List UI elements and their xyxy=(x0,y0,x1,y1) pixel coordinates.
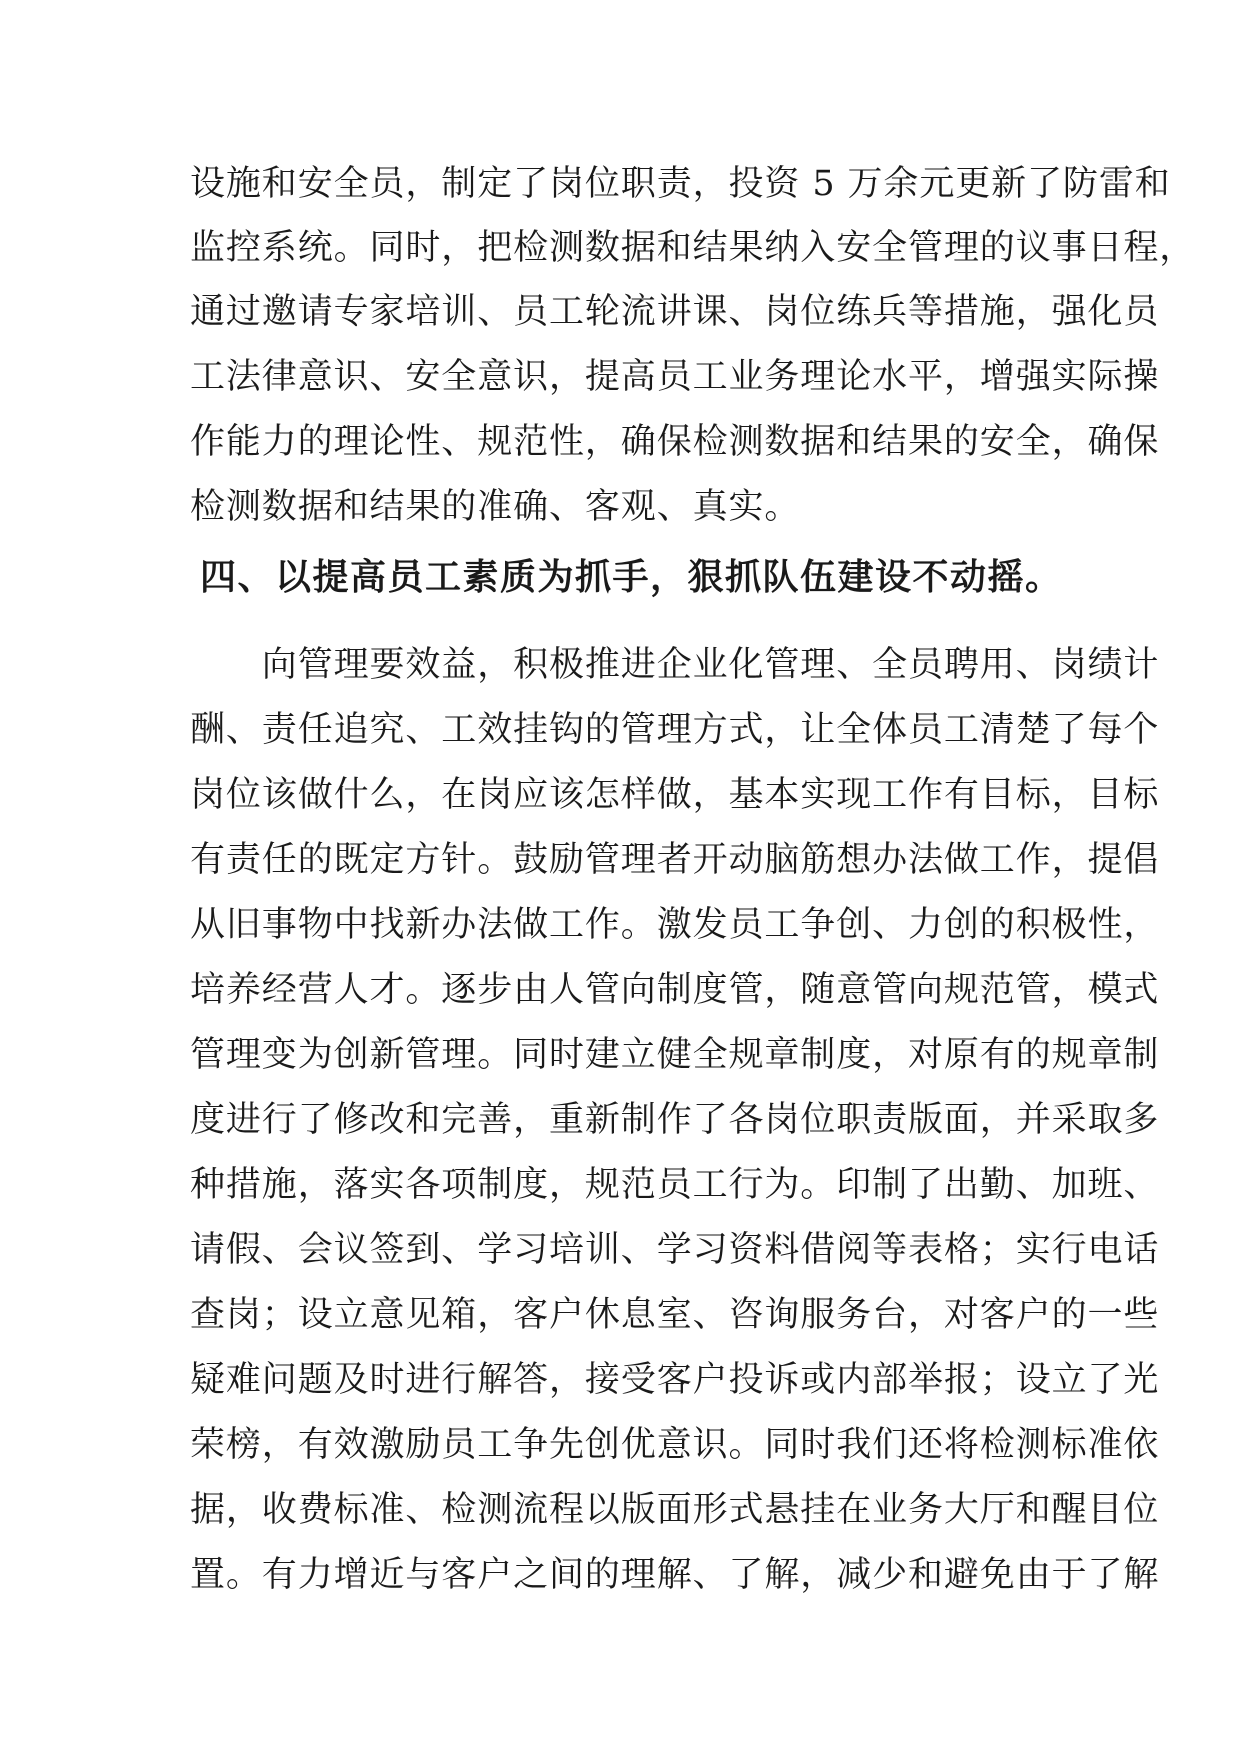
section-heading: 四、以提高员工素质为抓手，狠抓队伍建设不动摇。 xyxy=(200,557,1063,598)
paragraph-line: 管理变为创新管理。同时建立健全规章制度，对原有的规章制 xyxy=(190,1035,1160,1075)
paragraph-line: 度进行了修改和完善，重新制作了各岗位职责版面，并采取多 xyxy=(190,1100,1160,1140)
paragraph-line: 培养经营人才。逐步由人管向制度管，随意管向规范管，模式 xyxy=(190,970,1160,1010)
paragraph-line: 设施和安全员，制定了岗位职责，投资 5 万余元更新了防雷和 xyxy=(190,164,1171,204)
paragraph-line: 作能力的理论性、规范性，确保检测数据和结果的安全，确保 xyxy=(190,422,1160,462)
paragraph-line: 种措施，落实各项制度，规范员工行为。印制了出勤、加班、 xyxy=(190,1165,1160,1205)
paragraph-line: 请假、会议签到、学习培训、学习资料借阅等表格；实行电话 xyxy=(190,1230,1160,1270)
paragraph-line: 疑难问题及时进行解答，接受客户投诉或内部举报；设立了光 xyxy=(190,1360,1160,1400)
paragraph-line: 据，收费标准、检测流程以版面形式悬挂在业务大厅和醒目位 xyxy=(190,1490,1160,1530)
paragraph-line: 向管理要效益，积极推进企业化管理、全员聘用、岗绩计 xyxy=(190,645,1160,685)
paragraph-line: 岗位该做什么，在岗应该怎样做，基本实现工作有目标，目标 xyxy=(190,775,1160,815)
paragraph-line: 工法律意识、安全意识，提高员工业务理论水平，增强实际操 xyxy=(190,357,1160,397)
paragraph-line: 有责任的既定方针。鼓励管理者开动脑筋想办法做工作，提倡 xyxy=(190,840,1160,880)
paragraph-line: 通过邀请专家培训、员工轮流讲课、岗位练兵等措施，强化员 xyxy=(190,292,1160,332)
paragraph-line: 酬、责任追究、工效挂钩的管理方式，让全体员工清楚了每个 xyxy=(190,710,1160,750)
paragraph-line: 荣榜，有效激励员工争先创优意识。同时我们还将检测标准依 xyxy=(190,1425,1160,1465)
paragraph-line: 查岗；设立意见箱，客户休息室、咨询服务台，对客户的一些 xyxy=(190,1295,1160,1335)
paragraph-line: 从旧事物中找新办法做工作。激发员工争创、力创的积极性， xyxy=(190,905,1160,945)
paragraph-line: 检测数据和结果的准确、客观、真实。 xyxy=(190,487,801,527)
paragraph-line: 置。有力增近与客户之间的理解、了解，减少和避免由于了解 xyxy=(190,1555,1160,1595)
paragraph-line: 监控系统。同时，把检测数据和结果纳入安全管理的议事日程， xyxy=(190,228,1196,268)
